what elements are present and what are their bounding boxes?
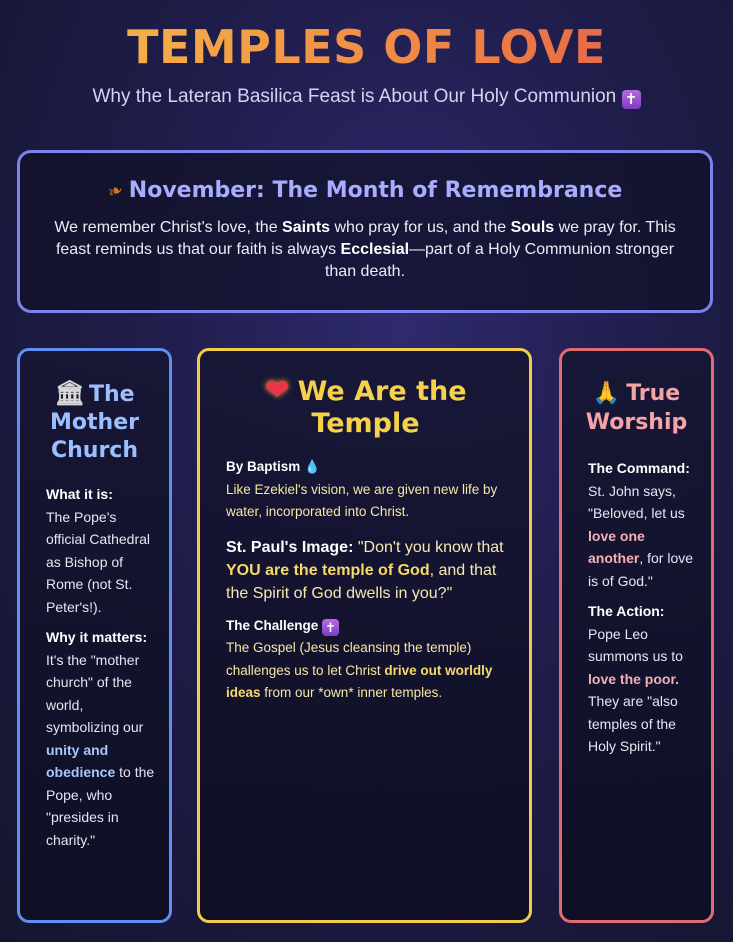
fallen-leaf-icon: ❧ [104,179,126,204]
action-text-2: They are "also temples of the Holy Spirit." [588,693,678,754]
st-paul-text-1: "Don't you know that [353,538,504,556]
true-worship-heading [576,379,697,437]
command-paragraph [588,457,697,592]
st-paul-paragraph [226,536,513,605]
mother-church-card [17,348,172,923]
baptism-text: Like Ezekiel's vision, we are given new life by water, incorporated into Christ. [226,481,498,519]
we-are-temple-title: We Are the Temple [297,376,467,439]
unity-obedience-highlight: unity and obedience [46,741,116,780]
st-paul-label: St. Paul's Image: [226,538,354,556]
true-worship-title: True Worship [585,381,688,435]
remembrance-text-1: We remember Christ's love, the [54,219,283,236]
love-the-poor-highlight: love the poor. [588,670,680,687]
why-it-matters-label: Why it matters: [46,629,148,645]
we-are-temple-card [197,348,532,923]
page-title: TEMPLES OF LOVE [0,20,733,74]
baptism-label: By Baptism [226,459,301,474]
remembrance-text-2: who pray for us, and the [330,219,511,236]
saints-emphasis: Saints [282,219,331,236]
subtitle-text: Why the Lateran Basilica Feast is About Our Holy Communion [92,86,617,107]
remembrance-text-3: we pray for. This feast reminds us that our faith is always [55,219,676,258]
we-are-temple-heading [218,375,513,440]
praying-hands-icon: 🙏 [592,381,621,406]
why-it-matters-paragraph [46,626,155,851]
temple-of-god-highlight: YOU are the temple of God [226,561,430,579]
flaming-heart-icon: ❤ [264,373,290,408]
remembrance-heading [20,178,710,203]
remembrance-text [40,217,690,283]
why-it-matters-text-2: to the Pope, who "presides in charity." [46,764,155,848]
what-it-is-label: What it is: [46,486,113,502]
challenge-label: The Challenge [226,617,319,633]
challenge-text-2: from our *own* inner temples. [260,685,443,700]
true-worship-card [559,348,714,923]
remembrance-title: November: The Month of Remembrance [128,178,623,203]
challenge-paragraph [226,615,513,705]
what-it-is-text: The Pope's official Cathedral as Bishop of Rome (not St. Peter's!). [46,508,151,615]
challenge-text-1: The Gospel (Jesus cleansing the temple) challenges us to let Christ [226,640,472,678]
st-paul-text-2: , and that the Spirit of God dwells in you?" [226,561,497,602]
command-text-1: St. John says, "Beloved, let us [588,482,685,521]
command-text-2: , for love is of God." [588,550,694,589]
cross-icon: ✝ [622,90,641,109]
drive-out-highlight: drive out worldly ideas [226,662,493,700]
what-it-is-paragraph [46,483,155,618]
ecclesial-emphasis: Ecclesial [340,241,410,258]
mother-church-heading [34,379,155,465]
action-label: The Action: [588,603,665,619]
classical-building-icon: 🏛 [54,379,85,407]
cross-icon: ✝ [322,619,339,636]
page-subtitle [0,86,733,109]
command-label: The Command: [588,460,690,476]
remembrance-text-4: —part of a Holy Communion stronger than death. [324,241,675,280]
action-paragraph [588,600,697,758]
water-drop-icon: 💧 [304,459,321,474]
action-text-1: Pope Leo summons us to [588,625,683,664]
remembrance-box [17,150,713,313]
why-it-matters-text-1: It's the "mother church" of the world, symbolizing our [46,651,144,735]
mother-church-title: The Mother Church [50,382,139,463]
love-one-another-highlight: love one another [588,527,645,566]
baptism-paragraph [226,456,513,524]
souls-emphasis: Souls [510,219,555,236]
